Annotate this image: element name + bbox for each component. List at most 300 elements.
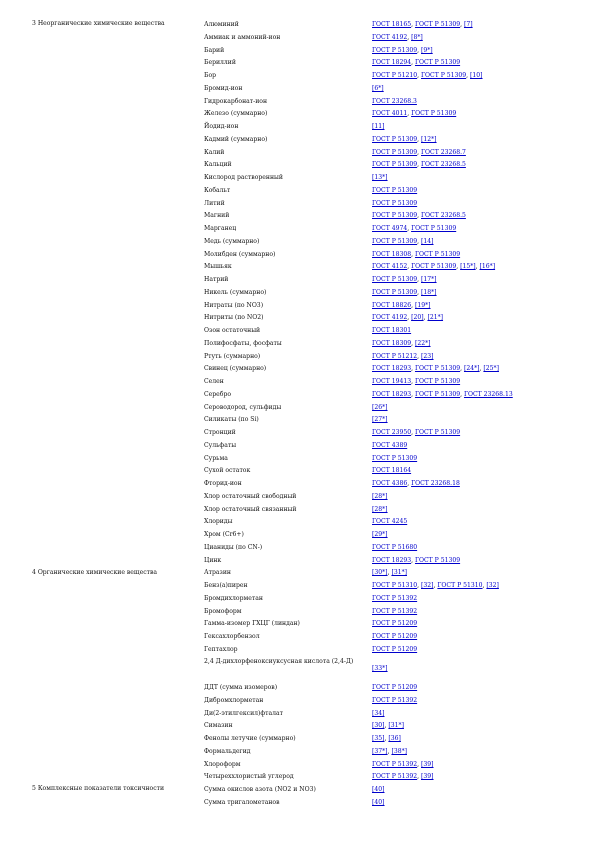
table-row xyxy=(32,363,572,376)
reference-list xyxy=(372,644,572,657)
table-row xyxy=(32,746,572,759)
reference-link[interactable]: [12*] xyxy=(421,135,437,143)
reference-list xyxy=(372,96,572,109)
reference-separator: , xyxy=(407,110,412,118)
reference-link[interactable]: ГОСТ 18826 xyxy=(372,301,412,309)
reference-separator: , xyxy=(411,301,415,309)
reference-link[interactable]: ГОСТ Р 51209 xyxy=(372,645,418,653)
table-row xyxy=(32,351,572,364)
category-label xyxy=(32,606,204,619)
reference-link[interactable]: ГОСТ Р 51680 xyxy=(372,543,418,551)
reference-separator: , xyxy=(417,212,421,220)
reference-list xyxy=(372,708,572,721)
table-row xyxy=(32,261,572,274)
category-label xyxy=(32,580,204,593)
table-row xyxy=(32,657,572,683)
reference-link[interactable]: [17*] xyxy=(421,276,437,283)
table-row xyxy=(32,376,572,389)
reference-list xyxy=(372,287,572,300)
reference-link[interactable]: ГОСТ 23950 xyxy=(372,429,412,436)
reference-link[interactable]: [37*] xyxy=(372,747,388,755)
table-row xyxy=(32,555,572,568)
reference-link[interactable]: ГОСТ Р 51212 xyxy=(372,352,418,360)
reference-link[interactable]: ГОСТ 23268.7 xyxy=(421,148,466,156)
reference-link[interactable]: [24*] xyxy=(463,365,480,373)
reference-link[interactable]: ГОСТ Р 51209 xyxy=(372,684,418,691)
table-row xyxy=(32,440,572,453)
reference-link[interactable]: [7] xyxy=(463,21,473,28)
reference-link[interactable]: ГОСТ 23268.13 xyxy=(463,390,513,398)
substance-name: Нитраты (по NO3) xyxy=(204,301,264,309)
reference-link[interactable]: ГОСТ Р 51392 xyxy=(372,607,418,615)
table-row xyxy=(32,19,572,32)
category-label xyxy=(32,147,204,160)
reference-list xyxy=(372,325,572,338)
reference-link[interactable]: [29*] xyxy=(372,531,388,538)
reference-link[interactable]: ГОСТ Р 51309 xyxy=(421,72,467,79)
reference-link[interactable]: [9*] xyxy=(421,46,433,54)
reference-link[interactable]: [6*] xyxy=(372,84,384,92)
reference-link[interactable]: [23] xyxy=(421,352,434,360)
reference-link[interactable]: ГОСТ Р 51309 xyxy=(414,390,461,398)
reference-list xyxy=(372,746,572,759)
reference-separator: , xyxy=(456,263,461,271)
category-label xyxy=(32,618,204,631)
substance-name: Марганец xyxy=(204,225,237,232)
reference-list xyxy=(372,249,572,262)
reference-link[interactable]: ГОСТ Р 51310 xyxy=(372,582,418,589)
reference-link[interactable]: ГОСТ 4192 xyxy=(372,33,408,41)
category-label xyxy=(32,759,204,772)
category-label xyxy=(32,351,204,364)
table-row xyxy=(32,147,572,160)
reference-separator: , xyxy=(417,237,421,245)
substance-name: Формальдегид xyxy=(204,747,251,755)
table-row xyxy=(32,580,572,593)
reference-link[interactable]: [30*] xyxy=(372,569,388,577)
reference-link[interactable]: ГОСТ Р 51309 xyxy=(372,46,418,54)
reference-link[interactable]: ГОСТ 23268.18 xyxy=(411,480,460,487)
reference-link[interactable]: [31*] xyxy=(391,569,407,577)
table-row xyxy=(32,631,572,644)
reference-link[interactable]: ГОСТ Р 51310 xyxy=(437,582,483,589)
reference-link[interactable]: ГОСТ Р 51309 xyxy=(414,365,461,373)
table-row xyxy=(32,96,572,109)
reference-link[interactable]: ГОСТ 4152 xyxy=(372,263,408,271)
reference-list xyxy=(372,19,572,32)
reference-link[interactable]: [34] xyxy=(372,709,385,717)
category-label xyxy=(32,287,204,300)
reference-list xyxy=(372,363,572,376)
table-row xyxy=(32,185,572,198)
reference-link[interactable]: ГОСТ 4974 xyxy=(372,225,408,232)
reference-link[interactable]: ГОСТ 18293 xyxy=(372,390,412,398)
substance-name: Свинец (суммарно) xyxy=(204,365,267,373)
reference-link[interactable]: ГОСТ Р 51309 xyxy=(372,237,418,245)
reference-separator: , xyxy=(411,59,415,67)
reference-link[interactable]: ГОСТ Р 51309 xyxy=(372,148,418,156)
reference-link[interactable]: [30] xyxy=(372,722,385,730)
substance-name: Натрий xyxy=(204,276,229,283)
reference-link[interactable]: ГОСТ 18164 xyxy=(372,467,412,475)
reference-link[interactable]: ГОСТ Р 51309 xyxy=(414,250,461,258)
table-row xyxy=(32,708,572,721)
reference-list xyxy=(372,274,572,287)
table-row xyxy=(32,83,572,96)
table-row xyxy=(32,542,572,555)
reference-list xyxy=(372,134,572,147)
reference-list xyxy=(372,797,572,810)
table-row xyxy=(32,108,572,121)
reference-link[interactable]: ГОСТ Р 51309 xyxy=(372,288,418,296)
category-label xyxy=(32,198,204,211)
reference-link[interactable]: ГОСТ 23268.3 xyxy=(372,97,417,105)
category-label xyxy=(32,185,204,198)
table-row xyxy=(32,45,572,58)
reference-link[interactable]: [39] xyxy=(421,773,434,781)
substance-name: Сумма окислов азота (NO2 и NO3) xyxy=(204,786,316,793)
reference-separator: , xyxy=(411,250,415,258)
substance-name: Атразин xyxy=(204,569,231,577)
reference-link[interactable]: ГОСТ Р 51309 xyxy=(372,135,418,143)
reference-separator: , xyxy=(417,276,421,283)
table-row xyxy=(32,606,572,619)
category-label xyxy=(32,465,204,478)
reference-separator: , xyxy=(407,33,412,41)
substance-name: Гексахлорбензол xyxy=(204,633,260,640)
substance-name: Гамма-изомер ГХЦГ (линдан) xyxy=(204,620,300,628)
reference-list xyxy=(372,759,572,772)
substance-name: Гептахлор xyxy=(204,645,238,653)
reference-link[interactable]: [31*] xyxy=(388,722,404,730)
reference-list xyxy=(372,83,572,96)
category-label xyxy=(32,70,204,83)
category-label: 5 Комплексные показатели токсичности xyxy=(32,785,165,792)
reference-list xyxy=(372,784,572,797)
reference-link[interactable]: [13*] xyxy=(372,174,388,181)
reference-list xyxy=(372,57,572,70)
reference-list xyxy=(372,465,572,478)
reference-link[interactable]: ГОСТ Р 51309 xyxy=(372,186,418,194)
category-label xyxy=(32,402,204,415)
reference-separator: , xyxy=(387,747,392,755)
category-label xyxy=(32,172,204,185)
category-label xyxy=(32,516,204,529)
reference-link[interactable]: ГОСТ Р 51309 xyxy=(414,429,461,436)
reference-link[interactable]: ГОСТ Р 51309 xyxy=(411,110,457,118)
substance-name: Кальций xyxy=(204,161,232,169)
reference-list xyxy=(372,427,572,440)
substance-name: Хлориды xyxy=(204,518,233,526)
reference-separator: , xyxy=(433,582,438,589)
reference-link[interactable]: [32] xyxy=(421,582,434,589)
reference-list xyxy=(372,733,572,746)
reference-link[interactable]: [25*] xyxy=(483,365,499,373)
reference-list xyxy=(372,478,572,491)
category-label xyxy=(32,414,204,427)
substance-name: Гидрокарбонат-ион xyxy=(204,97,268,105)
substance-name: Четыреххлористый углерод xyxy=(204,773,294,781)
reference-link[interactable]: [11] xyxy=(372,123,385,130)
reference-link[interactable]: [27*] xyxy=(372,416,388,424)
reference-link[interactable]: ГОСТ 18165 xyxy=(372,21,412,28)
category-label xyxy=(32,121,204,134)
reference-list xyxy=(372,198,572,211)
reference-link[interactable]: [40] xyxy=(372,798,385,806)
reference-link[interactable]: [35] xyxy=(372,735,385,742)
reference-separator: , xyxy=(460,390,464,398)
reference-separator: , xyxy=(411,21,415,28)
reference-separator: , xyxy=(411,390,415,398)
category-label xyxy=(32,491,204,504)
substance-name: Хлор остаточный связанный xyxy=(204,505,297,513)
category-label xyxy=(32,363,204,376)
category-label xyxy=(32,657,204,683)
reference-list xyxy=(372,580,572,593)
reference-separator: , xyxy=(407,225,412,232)
reference-separator: , xyxy=(387,569,392,577)
reference-link[interactable]: ГОСТ Р 51309 xyxy=(372,276,418,283)
substance-name: Медь (суммарно) xyxy=(204,237,260,245)
reference-link[interactable]: ГОСТ Р 51210 xyxy=(372,72,418,79)
category-label xyxy=(32,708,204,721)
reference-separator: , xyxy=(407,263,412,271)
table-row xyxy=(32,733,572,746)
reference-link[interactable]: ГОСТ Р 51309 xyxy=(411,225,457,232)
reference-link[interactable]: [33*] xyxy=(372,664,388,672)
category-label xyxy=(32,631,204,644)
substance-name: Силикаты (по Si) xyxy=(204,416,259,424)
reference-list xyxy=(372,223,572,236)
reference-separator: , xyxy=(384,722,389,730)
reference-list xyxy=(372,491,572,504)
category-label xyxy=(32,134,204,147)
reference-link[interactable]: [16*] xyxy=(479,263,496,271)
reference-link[interactable]: ГОСТ Р 51309 xyxy=(372,454,418,462)
substance-name: Сульфаты xyxy=(204,441,237,449)
category-label xyxy=(32,555,204,568)
reference-link[interactable]: [10] xyxy=(470,72,483,79)
reference-link[interactable]: ГОСТ Р 51392 xyxy=(372,696,418,704)
reference-list xyxy=(372,555,572,568)
table-row xyxy=(32,325,572,338)
category-label xyxy=(32,223,204,236)
reference-list xyxy=(372,351,572,364)
table-row xyxy=(32,771,572,784)
reference-link[interactable]: ГОСТ 18308 xyxy=(372,250,412,258)
category-label xyxy=(32,32,204,45)
substance-name: Серебро xyxy=(204,390,232,398)
reference-list xyxy=(372,389,572,402)
category-label xyxy=(32,720,204,733)
substance-name: Кадмий (суммарно) xyxy=(204,135,268,143)
reference-link[interactable]: ГОСТ 4192 xyxy=(372,314,408,322)
reference-list xyxy=(372,504,572,517)
substance-name: Мышьяк xyxy=(204,263,232,271)
reference-link[interactable]: ГОСТ Р 51309 xyxy=(411,263,457,271)
reference-link[interactable]: ГОСТ 4386 xyxy=(372,480,408,487)
category-label xyxy=(32,236,204,249)
reference-list xyxy=(372,618,572,631)
substance-name: Хром (Cr6+) xyxy=(204,531,244,538)
reference-link[interactable]: ГОСТ Р 51309 xyxy=(372,199,418,207)
reference-link[interactable]: [22*] xyxy=(414,339,431,347)
category-label xyxy=(32,682,204,695)
reference-list xyxy=(372,147,572,160)
reference-list xyxy=(372,631,572,644)
reference-separator: , xyxy=(407,480,412,487)
reference-link[interactable]: ГОСТ Р 51392 xyxy=(372,594,418,602)
table-row xyxy=(32,223,572,236)
table-row xyxy=(32,389,572,402)
reference-link[interactable]: [20] xyxy=(411,314,424,322)
reference-separator: , xyxy=(411,556,415,564)
reference-link[interactable]: [18*] xyxy=(421,288,437,296)
reference-link[interactable]: [21*] xyxy=(427,314,444,322)
reference-list xyxy=(372,720,572,733)
category-label xyxy=(32,542,204,555)
substance-name: Ртуть (суммарно) xyxy=(204,352,261,360)
reference-list xyxy=(372,121,572,134)
substance-name: Бромдихлорметан xyxy=(204,594,263,602)
reference-link[interactable]: [28*] xyxy=(372,505,388,513)
substance-name: Бериллий xyxy=(204,59,236,67)
reference-link[interactable]: ГОСТ Р 51209 xyxy=(372,620,418,628)
substance-name: Озон остаточный xyxy=(204,327,261,334)
reference-link[interactable]: ГОСТ Р 51309 xyxy=(372,161,418,169)
reference-link[interactable]: ГОСТ Р 51309 xyxy=(414,556,461,564)
reference-link[interactable]: ГОСТ Р 51392 xyxy=(372,760,418,768)
category-label xyxy=(32,249,204,262)
reference-link[interactable]: [32] xyxy=(486,582,499,589)
reference-link[interactable]: ГОСТ Р 51309 xyxy=(414,59,461,67)
reference-list xyxy=(372,236,572,249)
reference-link[interactable]: ГОСТ 4389 xyxy=(372,441,408,449)
reference-separator: , xyxy=(417,135,421,143)
reference-separator: , xyxy=(482,582,487,589)
reference-separator: , xyxy=(466,72,470,79)
table-row xyxy=(32,32,572,45)
reference-separator: , xyxy=(417,46,421,54)
reference-link[interactable]: [26*] xyxy=(372,403,388,411)
reference-separator: , xyxy=(460,365,464,373)
reference-link[interactable]: [8*] xyxy=(411,33,423,41)
category-label xyxy=(32,504,204,517)
category-label xyxy=(32,427,204,440)
reference-link[interactable]: [28*] xyxy=(372,492,388,500)
reference-link[interactable]: [14] xyxy=(421,237,434,245)
reference-separator: , xyxy=(460,21,464,28)
reference-link[interactable]: [15*] xyxy=(460,263,476,271)
table-row xyxy=(32,593,572,606)
reference-list xyxy=(372,567,572,580)
substance-name: Кобальт xyxy=(204,186,231,194)
table-row xyxy=(32,210,572,223)
reference-link[interactable]: ГОСТ 4011 xyxy=(372,110,408,118)
reference-separator: , xyxy=(417,760,421,768)
reference-link[interactable]: ГОСТ 23268.5 xyxy=(421,161,466,169)
substance-name: Селен xyxy=(204,378,224,385)
substance-name: ДДТ (сумма изомеров) xyxy=(204,684,278,691)
reference-link[interactable]: ГОСТ Р 51309 xyxy=(414,378,461,385)
reference-link[interactable]: [36] xyxy=(388,735,401,742)
category-label xyxy=(32,440,204,453)
substance-name: Алюминий xyxy=(204,21,239,28)
reference-link[interactable]: [38*] xyxy=(391,747,407,755)
reference-link[interactable]: ГОСТ 18293 xyxy=(372,556,412,564)
reference-link[interactable]: ГОСТ 18309 xyxy=(372,339,412,347)
substance-name: Полифосфаты, фосфаты xyxy=(204,339,282,347)
category-label xyxy=(32,338,204,351)
table-row xyxy=(32,567,572,580)
table-row xyxy=(32,529,572,542)
reference-list xyxy=(372,771,572,784)
substance-name: Бромид-ион xyxy=(204,84,243,92)
table-row xyxy=(32,478,572,491)
reference-link[interactable]: ГОСТ 23268.5 xyxy=(421,212,466,220)
table-row xyxy=(32,453,572,466)
reference-link[interactable]: [40] xyxy=(372,786,385,793)
substance-name: Симазин xyxy=(204,722,233,730)
reference-link[interactable]: ГОСТ 4245 xyxy=(372,518,408,526)
table-row xyxy=(32,516,572,529)
reference-link[interactable]: ГОСТ Р 51309 xyxy=(372,212,418,220)
reference-separator: , xyxy=(411,429,415,436)
substance-name: Бромоформ xyxy=(204,607,242,615)
reference-link[interactable]: ГОСТ Р 51209 xyxy=(372,633,418,640)
table-row xyxy=(32,249,572,262)
category-label xyxy=(32,325,204,338)
table-row xyxy=(32,236,572,249)
reference-list xyxy=(372,185,572,198)
reference-link[interactable]: [19*] xyxy=(414,301,431,309)
substance-name: Литий xyxy=(204,199,225,207)
category-label xyxy=(32,300,204,313)
reference-separator: , xyxy=(417,148,421,156)
table-row xyxy=(32,121,572,134)
reference-separator: , xyxy=(479,365,484,373)
category-label xyxy=(32,771,204,784)
substance-name: Бор xyxy=(204,72,217,79)
substance-name: Никель (суммарно) xyxy=(204,288,267,296)
table-row xyxy=(32,57,572,70)
table-row xyxy=(32,720,572,733)
reference-link[interactable]: ГОСТ 18293 xyxy=(372,365,412,373)
reference-list xyxy=(372,338,572,351)
substance-name: Хлороформ xyxy=(204,760,241,768)
substance-name: Фторид-ион xyxy=(204,480,242,487)
reference-separator: , xyxy=(417,72,421,79)
reference-link[interactable]: [39] xyxy=(421,760,434,768)
reference-link[interactable]: ГОСТ 18294 xyxy=(372,59,412,67)
category-label xyxy=(32,746,204,759)
category-label xyxy=(32,593,204,606)
reference-list xyxy=(372,593,572,606)
table-row xyxy=(32,504,572,517)
reference-link[interactable]: ГОСТ Р 51392 xyxy=(372,773,418,781)
reference-list xyxy=(372,261,572,274)
category-label: 3 Неорганические химические вещества xyxy=(32,20,165,27)
reference-separator: , xyxy=(417,773,421,781)
table-row xyxy=(32,198,572,211)
table-row xyxy=(32,287,572,300)
reference-link[interactable]: ГОСТ Р 51309 xyxy=(414,21,461,28)
category-label xyxy=(32,312,204,325)
table-row xyxy=(32,402,572,415)
category-label: 4 Органические химические вещества xyxy=(32,569,158,577)
reference-link[interactable]: ГОСТ 19413 xyxy=(372,378,412,385)
reference-link[interactable]: ГОСТ 18301 xyxy=(372,327,412,334)
